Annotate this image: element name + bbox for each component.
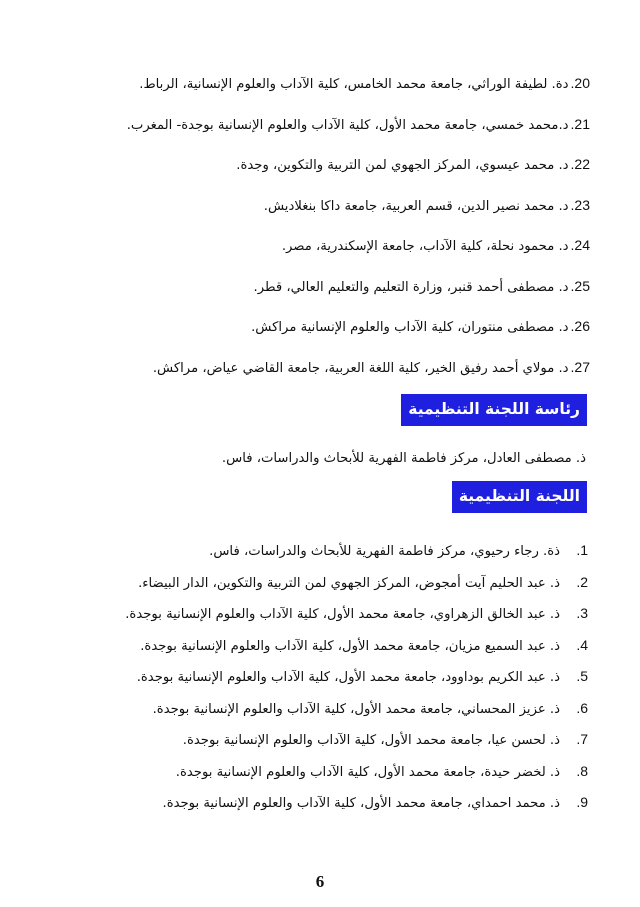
item-number: 23. [570,196,590,213]
list-item [30,111,590,152]
committee-heading: اللجنة التنظيمية [452,481,587,513]
list-item [28,758,588,790]
list-item [30,354,590,395]
page-number: 6 [315,872,325,891]
item-number: 8. [576,762,588,779]
item-number: 26. [570,318,590,334]
list-item [28,569,588,601]
list-item [28,537,588,569]
item-text: ذ. عزيز المحساني، جامعة محمد الأول، كلية الآداب والعلوم الإنسانية بوجدة. [152,701,560,717]
item-number: 21. [570,115,590,132]
item-text: دة. لطيفة الوراثي، جامعة محمد الخامس، كلية الآداب والعلوم الإنسانية، الرباط. [139,77,569,92]
list-item [28,663,588,695]
item-text: د.محمد خمسي، جامعة محمد الأول، كلية الآداب والعلوم الإنسانية بوجدة- المغرب. [126,117,569,133]
list-item [30,70,590,111]
item-text: د. مولاي أحمد رفيق الخير، كلية اللغة العربية، جامعة القاضي عياض، مراكش. [152,360,569,376]
participants-list [30,70,590,394]
item-number: 20. [570,75,590,91]
item-text: ذة. رجاء رحيوي، مركز فاطمة الفهرية للأبحاث والدراسات، فاس. [209,544,560,559]
list-item [28,789,588,821]
item-text: ذ. محمد احمداي، جامعة محمد الأول، كلية الآداب والعلوم الإنسانية بوجدة. [162,796,560,811]
item-number: 27. [570,358,590,375]
item-number: 24. [570,237,590,253]
item-text: د. مصطفى أحمد قنبر، وزارة التعليم والتعليم العالي، قطر. [253,279,569,295]
list-item [30,273,590,314]
item-text: ذ. لحسن عيا، جامعة محمد الأول، كلية الآداب والعلوم الإنسانية بوجدة. [182,733,560,748]
item-text: د. مصطفى منتوران، كلية الآداب والعلوم الإنسانية مراكش. [251,320,569,335]
item-number: 9. [576,794,588,810]
item-text: ذ. عبد السميع مزيان، جامعة محمد الأول، كلية الآداب والعلوم الإنسانية بوجدة. [140,638,560,654]
item-number: 5. [576,668,588,684]
chair-line: ذ. مصطفى العادل، مركز فاطمة الفهرية للأبحاث والدراسات، فاس. [221,451,586,466]
committee-list [28,537,588,821]
item-text: د. محمد عيسوي، المركز الجهوي لمن التربية والتكوين، وجدة. [236,158,569,173]
list-item [28,632,588,664]
chair-heading: رئاسة اللجنة التنظيمية [401,394,587,426]
list-item [30,192,590,233]
item-number: 7. [576,731,588,747]
list-item [30,313,590,354]
item-number: 2. [576,573,588,590]
item-text: ذ. عبد الكريم بوداوود، جامعة محمد الأول، كلية الآداب والعلوم الإنسانية بوجدة. [136,670,560,685]
list-item [30,232,590,273]
list-item [28,726,588,758]
item-text: ذ. عبد الحليم آيت أمجوض، المركز الجهوي لمن التربية والتكوين، الدار البيضاء. [138,575,560,591]
item-text: د. محمود نحلة، كلية الآداب، جامعة الإسكندرية، مصر. [281,239,569,254]
item-number: 22. [570,156,590,172]
list-item [28,600,588,632]
item-text: ذ. لخضر حيدة، جامعة محمد الأول، كلية الآداب والعلوم الإنسانية بوجدة. [175,764,560,780]
item-number: 6. [576,699,588,716]
item-number: 1. [576,542,588,558]
item-number: 25. [570,277,590,294]
item-text: ذ. عبد الخالق الزهراوي، جامعة محمد الأول، كلية الآداب والعلوم الإنسانية بوجدة. [125,607,560,622]
list-item [28,695,588,727]
item-number: 4. [576,636,588,653]
item-text: د. محمد نصير الدين، قسم العربية، جامعة داكا بنغلاديش. [263,198,569,214]
item-number: 3. [576,605,588,621]
list-item [30,151,590,192]
